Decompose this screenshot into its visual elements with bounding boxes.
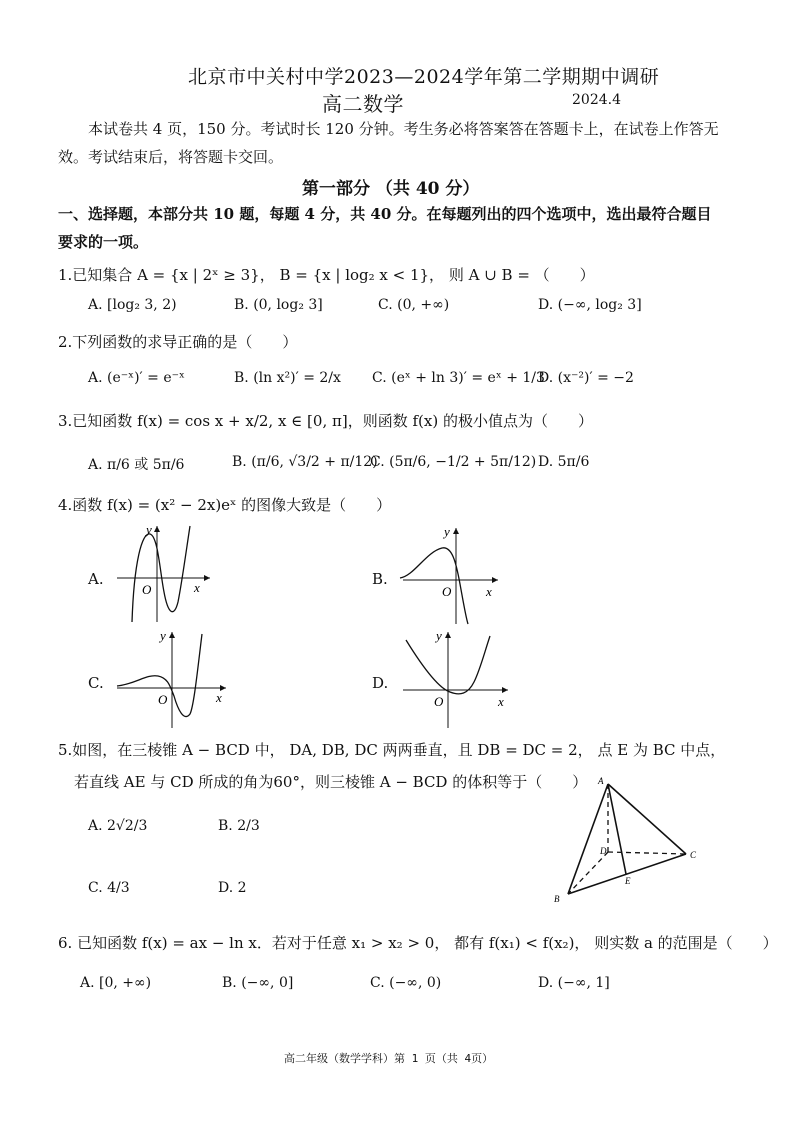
graph-a xyxy=(112,522,214,624)
question-6-option-b: B. (−∞, 0] xyxy=(222,975,294,991)
x-label: x xyxy=(498,694,504,709)
question-4-option-a: A. xyxy=(88,570,104,588)
question-5-stem-line2: 若直线 AE 与 CD 所成的角为60°，则三棱锥 A − BCD 的体积等于（ ） xyxy=(74,773,588,791)
edge-ab xyxy=(568,784,608,894)
x-arrow xyxy=(204,575,210,581)
instructions-line2: 效。考试结束后，将答题卡交回。 xyxy=(58,148,284,166)
pyramid-figure xyxy=(548,774,708,908)
question-5-option-d: D. 2 xyxy=(218,880,247,896)
graph-c xyxy=(112,626,232,730)
x-label: x xyxy=(216,690,222,705)
origin-label: O xyxy=(442,584,452,599)
edge-bc xyxy=(568,854,686,894)
y-arrow xyxy=(445,632,451,638)
question-4-option-c: C. xyxy=(88,674,104,692)
question-6-stem: 6. 已知函数 f(x) = ax − ln x．若对于任意 x₁ > x₂ > 0， 都有 f(x₁) < f(x₂)， 则实数 a 的范围是（ ） xyxy=(58,934,778,952)
question-1-stem: 1.已知集合 A = {x | 2ˣ ≥ 3}， B = {x | log₂ x < 1}， 则 A ∪ B = （ ） xyxy=(58,266,595,284)
origin-label: O xyxy=(142,582,152,597)
x-arrow xyxy=(492,577,498,583)
question-6-option-c: C. (−∞, 0) xyxy=(370,975,442,991)
x-label: x xyxy=(194,580,200,595)
origin-label: O xyxy=(158,692,168,707)
question-4-stem: 4.函数 f(x) = (x² − 2x)eˣ 的图像大致是（ ） xyxy=(58,496,392,514)
page-footer: 高二年级（数学学科）第 1 页（共 4页） xyxy=(284,1052,494,1065)
exam-subtitle: 高二数学 xyxy=(322,92,404,116)
section-heading-line1: 一、选择题，本部分共 10 题，每题 4 分，共 40 分。在每题列出的四个选项中，选出最符合题目 xyxy=(58,205,712,223)
x-label: x xyxy=(486,584,492,599)
curve xyxy=(400,548,468,624)
edge-cd xyxy=(608,852,686,854)
question-5-option-b: B. 2/3 xyxy=(218,818,260,834)
question-3-option-c: C. (5π/6, −1/2 + 5π/12) xyxy=(370,454,537,470)
section-heading-line2: 要求的一项。 xyxy=(58,233,149,251)
y-arrow xyxy=(453,528,459,534)
question-3-option-b: B. (π/6, √3/2 + π/12) xyxy=(232,454,378,470)
graph-b xyxy=(398,522,502,626)
graph-d xyxy=(398,626,514,730)
vertex-c-label: C xyxy=(690,850,697,860)
question-2-stem: 2.下列函数的求导正确的是（ ） xyxy=(58,333,298,351)
question-2-option-a: A. (e⁻ˣ)′ = e⁻ˣ xyxy=(88,370,185,386)
question-1-option-c: C. (0, +∞) xyxy=(378,297,450,313)
y-label: y xyxy=(436,628,442,643)
question-1-option-b: B. (0, log₂ 3] xyxy=(234,297,323,313)
exam-title: 北京市中关村中学2023—2024学年第二学期期中调研 xyxy=(188,66,660,88)
question-1-option-d: D. (−∞, log₂ 3] xyxy=(538,297,642,313)
question-3-option-a: A. π/6 或 5π/6 xyxy=(88,457,185,473)
question-5-stem: 5.如图，在三棱锥 A − BCD 中， DA, DB, DC 两两垂直，且 DB = DC = 2， 点 E 为 BC 中点， xyxy=(58,741,726,759)
y-arrow xyxy=(154,526,160,532)
question-3-stem: 3.已知函数 f(x) = cos x + x/2, x ∈ [0, π]，则函数 f(x) 的极小值点为（ ） xyxy=(58,412,593,430)
question-1-option-a: A. [log₂ 3, 2) xyxy=(88,297,177,313)
question-6-option-a: A. [0, +∞) xyxy=(80,975,152,991)
y-label: y xyxy=(146,522,152,537)
question-3-option-d: D. 5π/6 xyxy=(538,454,590,470)
question-5-option-a: A. 2√2/3 xyxy=(88,818,148,834)
vertex-d-label: D xyxy=(600,846,607,856)
x-arrow xyxy=(502,687,508,693)
vertex-e-label: E xyxy=(625,876,631,886)
y-arrow xyxy=(169,632,175,638)
y-label: y xyxy=(444,524,450,539)
exam-date: 2024.4 xyxy=(572,92,621,108)
question-4-option-d: D. xyxy=(372,674,389,692)
part-title: 第一部分 （共 40 分） xyxy=(302,179,480,199)
vertex-b-label: B xyxy=(554,894,560,904)
question-2-option-b: B. (ln x²)′ = 2/x xyxy=(234,370,341,386)
question-6-option-d: D. (−∞, 1] xyxy=(538,975,610,991)
y-label: y xyxy=(160,628,166,643)
curve xyxy=(132,526,190,622)
origin-label: O xyxy=(434,694,444,709)
vertex-a-label: A xyxy=(598,776,604,786)
question-2-option-d: D. (x⁻²)′ = −2 xyxy=(538,370,634,386)
question-2-option-c: C. (eˣ + ln 3)′ = eˣ + 1/3 xyxy=(372,370,545,386)
instructions-line1: 本试卷共 4 页，150 分。考试时长 120 分钟。考生务必将答案答在答题卡上，在试卷上作答无 xyxy=(88,120,719,138)
question-4-option-b: B. xyxy=(372,570,388,588)
question-5-option-c: C. 4/3 xyxy=(88,880,130,896)
